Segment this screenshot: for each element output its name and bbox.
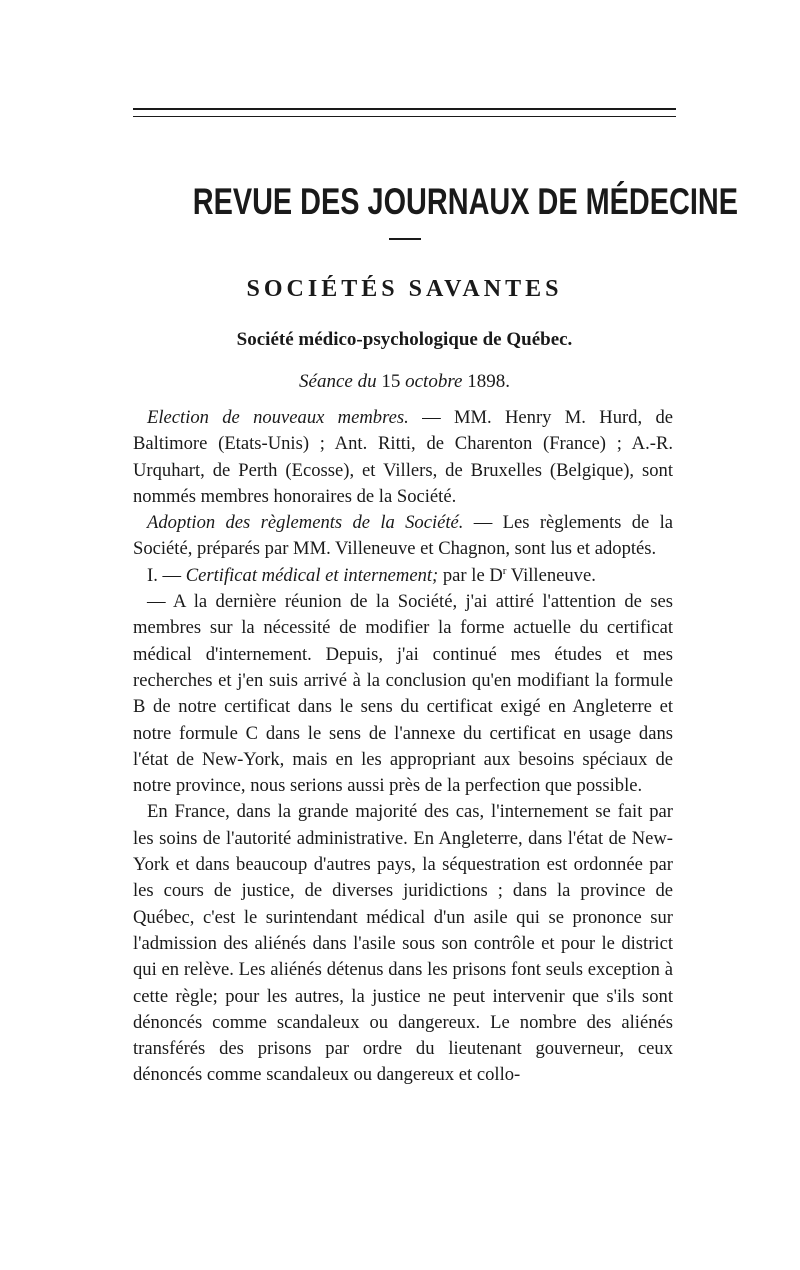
article-body — [133, 405, 673, 1089]
society-title: Société médico-psychologique de Québec. — [236, 329, 573, 350]
certificat-heading: Certificat médical et internement; — [185, 564, 439, 586]
paragraph-certificat-heading — [133, 563, 673, 589]
election-text: — MM. Henry M. Hurd, de Baltimore (Etats-Unis) ; Ant. Ritti, de Charenton (France) ; A.-R. Urquhart, de Perth (Ecosse), et Villers, de Bruxelles (Belgique), sont nommés membres honoraires de la Société. — [133, 407, 673, 507]
session-year: 1898. — [467, 371, 510, 392]
title-separator — [389, 238, 421, 240]
session-date — [133, 369, 676, 395]
paragraph-adoption — [133, 510, 673, 563]
session-day: 15 — [381, 371, 401, 392]
section-title: SOCIÉTÉS SAVANTES — [246, 276, 563, 302]
paragraph-france — [133, 799, 673, 1088]
adoption-text: — Les règlements de la Société, préparés par MM. Villeneuve et Chagnon, sont lus et adoptés. — [133, 512, 673, 560]
session-month: octobre — [405, 371, 463, 392]
journal-title: REVUE DES JOURNAUX DE MÉDECINE — [192, 181, 738, 222]
paragraph-certificat — [133, 589, 673, 799]
session-label: Séance du — [299, 371, 377, 392]
certificat-author-name: Villeneuve. — [506, 564, 596, 586]
certificat-author-sup: r — [502, 564, 507, 577]
adoption-heading: Adoption des règlements de la Société. — [147, 512, 464, 534]
certificat-author-prefix: par le D — [438, 564, 503, 586]
certificat-number: I. — — [147, 564, 186, 586]
certificat-text: — A la dernière réunion de la Société, j'ai attiré l'attention de ses membres sur la nécessité de modifier la forme actuelle du certificat médical d'internement. Depuis, j'ai continué mes études et mes recherches et j'en suis arrivé à la conclusion qu'en modifiant la formule B de notre certificat dans le sens du certificat exigé en Angleterre et notre formule C dans le sens de l'annexe du certificat en usage dans l'état de New-York, mais en les appropriant aux besoins spéciaux de notre province, nous serions aussi près de la perfection que possible. — [133, 591, 673, 797]
top-double-rule-thin — [133, 116, 676, 117]
top-double-rule — [133, 108, 676, 110]
election-heading: Election de nouveaux membres. — [147, 407, 409, 428]
paragraph-election — [133, 405, 673, 510]
france-text: En France, dans la grande majorité des cas, l'internement se fait par les soins de l'autorité administrative. En Angleterre, dans l'état de New-York et dans beaucoup d'autres pays, la séquestration est ordonnée par les cours de justice, de diverses juridictions ; dans la province de Québec, c'est le surintendant médical d'un asile qui se prononce sur l'admission des aliénés dans l'asile sous son contrôle et pour le district qui en relève. Les aliénés détenus dans les prisons font seuls exception à cette règle; pour les autres, la justice ne peut intervenir que s'ils sont dénoncés comme scandaleux ou dangereux. Le nombre des aliénés transférés des prisons par ordre du lieutenant gouverneur, ceux dénoncés comme scandaleux ou dangereux et collo- — [133, 801, 673, 1086]
